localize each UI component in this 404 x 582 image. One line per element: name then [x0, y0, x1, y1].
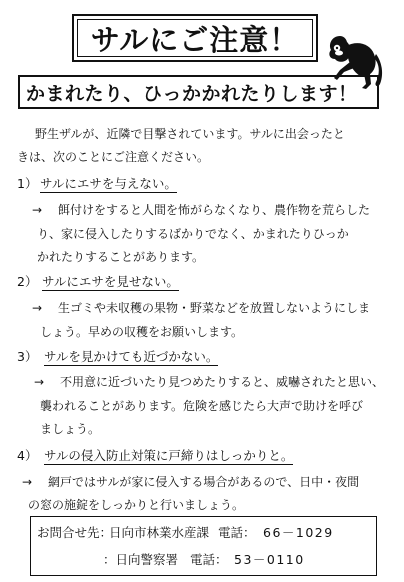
item-2-heading: サルにエサを見せない。 — [42, 274, 179, 289]
item-4-body-line-1: 網戸ではサルが家に侵入する場合があるので、日中・夜間 — [48, 475, 360, 489]
item-3-number: 3） — [17, 349, 38, 364]
item-4-heading: サルの侵入防止対策に戸締りはしっかりと。 — [44, 448, 294, 463]
contact-phone-label-2: 電話： — [190, 552, 228, 567]
item-3-arrow: → — [34, 375, 45, 389]
contact-phone-label-1: 電話： — [218, 525, 256, 540]
subtitle-box — [18, 75, 379, 109]
item-1-arrow: → — [32, 203, 43, 217]
page-title: サルにご注意！ — [90, 22, 300, 57]
contact-box — [30, 516, 377, 576]
item-2-body-line-2: しょう。早めの収穫をお願いします。 — [40, 325, 244, 339]
contact-label: お問合せ先： — [37, 525, 113, 540]
contact-phone-2: 53－0110 — [234, 552, 305, 567]
item-3-body-line-3: ましょう。 — [40, 422, 101, 436]
item-4-number: 4） — [17, 448, 38, 463]
item-1-heading: サルにエサを与えない。 — [40, 176, 177, 191]
item-2-arrow: → — [32, 301, 43, 315]
subtitle: かまれたり、ひっかかれたりします！ — [26, 82, 358, 105]
item-1-body-line-3: かれたりすることがあります。 — [37, 250, 205, 264]
intro-line-1: 野生ザルが、近隣で目撃されています。サルに出会ったと — [35, 127, 345, 141]
item-1-body-line-2: り、家に侵入したりするばかりでなく、かまれたりひっか — [37, 227, 349, 241]
item-4-body-line-2: の窓の施錠をしっかりと行いましょう。 — [28, 498, 245, 512]
contact-phone-1: 66－1029 — [263, 525, 334, 540]
item-4-arrow: → — [22, 475, 33, 489]
contact-org-2: ：日向警察署 — [103, 552, 179, 567]
title-box — [72, 14, 318, 62]
item-2-body-line-1: 生ゴミや未収穫の果物・野菜などを放置しないようにしま — [58, 301, 371, 315]
contact-org-1: 日向市林業水産課 — [109, 525, 210, 540]
item-3-heading: サルを見かけても近づかない。 — [44, 349, 219, 364]
item-3-body-line-1: 不用意に近づいたり見つめたりすると、威嚇されたと思い、 — [60, 375, 385, 389]
item-1-number: 1） — [17, 176, 38, 191]
item-3-body-line-2: 襲われることがあります。危険を感じたら大声で助けを呼び — [40, 399, 364, 413]
item-2-number: 2） — [17, 274, 38, 289]
intro-line-2: きは、次のことにご注意ください。 — [17, 150, 210, 164]
item-1-body-line-1: 餌付けをすると人間を怖がらなくなり、農作物を荒らした — [58, 203, 371, 217]
